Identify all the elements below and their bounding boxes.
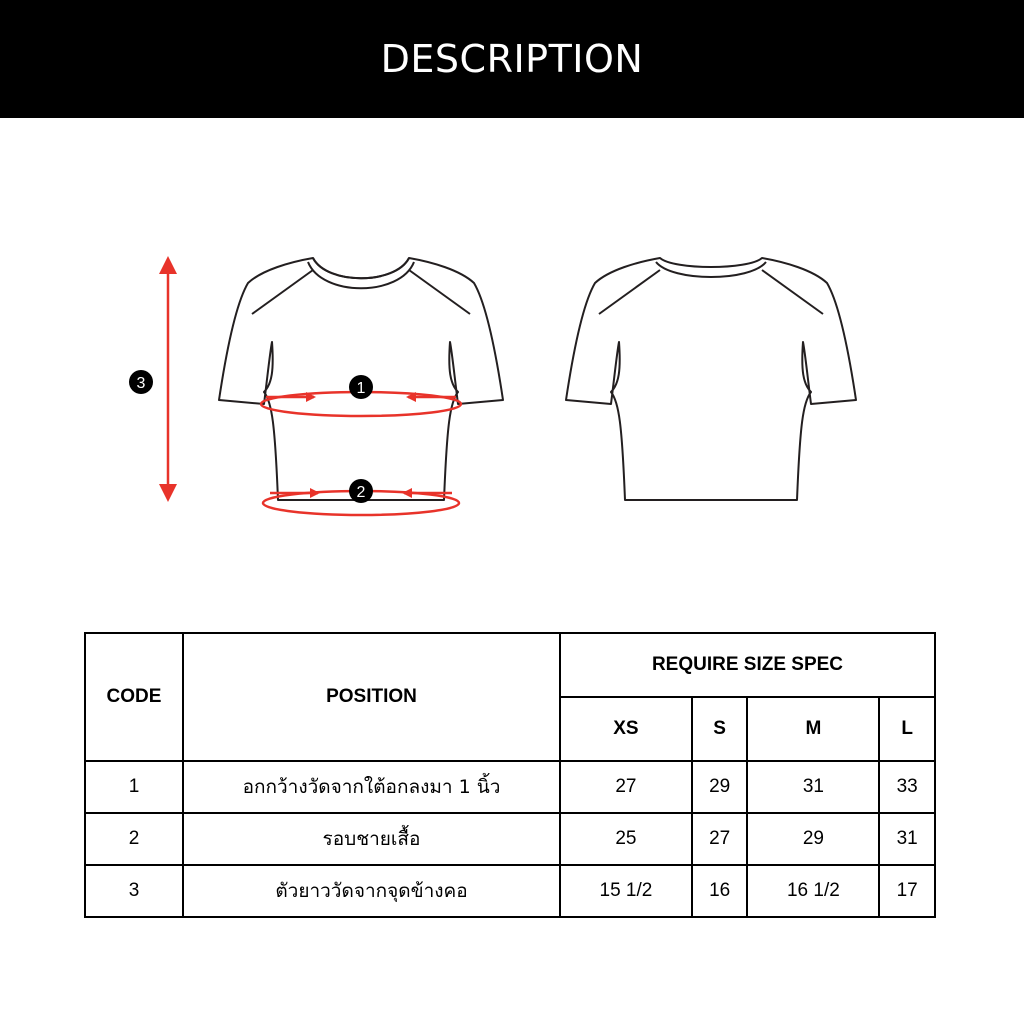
row-value-l: 33 bbox=[879, 761, 935, 813]
row-value-l: 17 bbox=[879, 865, 935, 917]
marker-2 bbox=[349, 479, 373, 503]
row-value-s: 16 bbox=[692, 865, 748, 917]
svg-text:2: 2 bbox=[356, 484, 366, 501]
row-value-l: 31 bbox=[879, 813, 935, 865]
row-value-s: 29 bbox=[692, 761, 748, 813]
size-header-l: L bbox=[879, 697, 935, 761]
row-value-m: 16 1/2 bbox=[747, 865, 879, 917]
svg-text:3: 3 bbox=[136, 375, 146, 392]
row-code: 1 bbox=[85, 761, 183, 813]
header-bar bbox=[0, 0, 1024, 118]
page-title: DESCRIPTION bbox=[380, 37, 644, 81]
row-code: 2 bbox=[85, 813, 183, 865]
row-value-s: 27 bbox=[692, 813, 748, 865]
row-code: 3 bbox=[85, 865, 183, 917]
length-measure bbox=[159, 256, 177, 502]
size-header-xs: XS bbox=[560, 697, 692, 761]
size-spec-table bbox=[84, 632, 936, 918]
row-position: รอบชายเสื้อ bbox=[183, 813, 560, 865]
table-row bbox=[85, 865, 935, 917]
shirt-back bbox=[566, 258, 856, 500]
table-row bbox=[85, 761, 935, 813]
position-header: POSITION bbox=[183, 633, 560, 761]
row-value-xs: 15 1/2 bbox=[560, 865, 692, 917]
row-position: อกกว้างวัดจากใต้อกลงมา 1 นิ้ว bbox=[183, 761, 560, 813]
table-row bbox=[85, 813, 935, 865]
spec-header: REQUIRE SIZE SPEC bbox=[560, 633, 935, 697]
row-value-xs: 27 bbox=[560, 761, 692, 813]
svg-text:1: 1 bbox=[356, 380, 366, 397]
row-position: ตัวยาววัดจากจุดข้างคอ bbox=[183, 865, 560, 917]
size-header-s: S bbox=[692, 697, 748, 761]
size-header-m: M bbox=[747, 697, 879, 761]
marker-1 bbox=[349, 375, 373, 399]
marker-3 bbox=[129, 370, 153, 394]
row-value-m: 29 bbox=[747, 813, 879, 865]
code-header: CODE bbox=[85, 633, 183, 761]
row-value-xs: 25 bbox=[560, 813, 692, 865]
row-value-m: 31 bbox=[747, 761, 879, 813]
garment-diagram bbox=[0, 118, 1024, 598]
